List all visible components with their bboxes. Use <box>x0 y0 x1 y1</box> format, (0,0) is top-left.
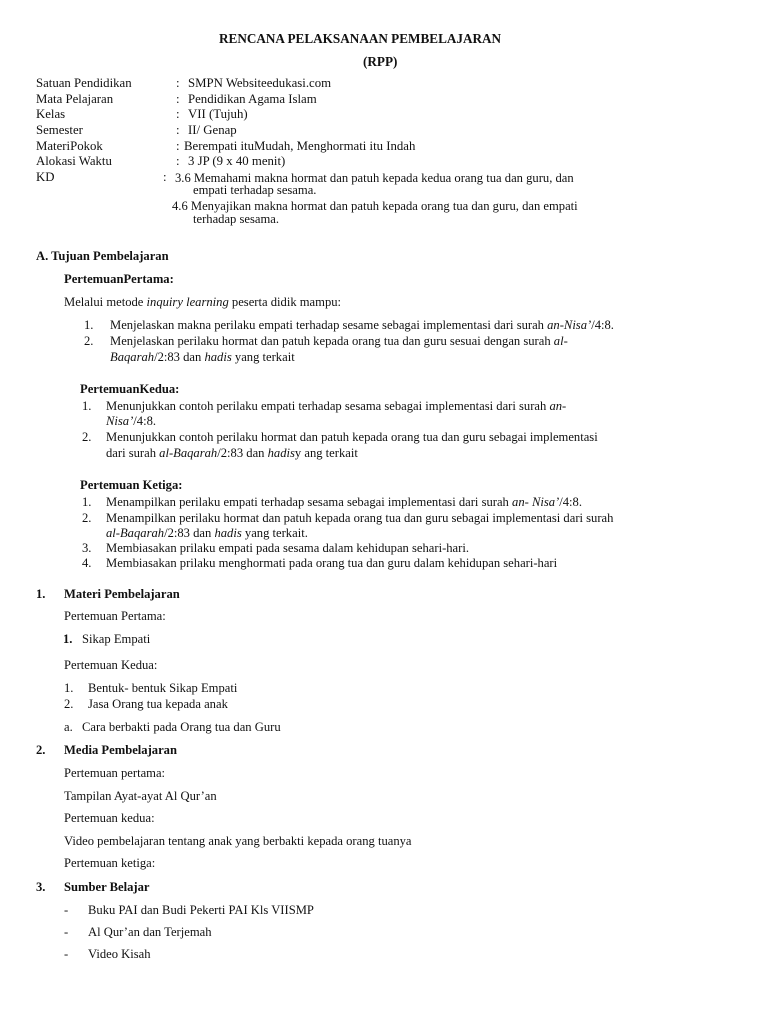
identity-value: SMPN Websiteedukasi.com <box>188 76 332 90</box>
list-dash: - <box>64 925 69 939</box>
list-item: Video Kisah <box>88 947 151 961</box>
list-item: Menampilkan perilaku hormat dan patuh kepada orang tua dan guru sebagai implementasi dari surah <box>106 511 614 525</box>
kd-item-cont: empati terhadap sesama. <box>193 183 317 197</box>
identity-colon: : <box>176 92 180 106</box>
meeting-label: Pertemuan kedua: <box>64 811 155 825</box>
identity-label: Semester <box>36 123 83 137</box>
identity-value: 3 JP (9 x 40 menit) <box>188 154 286 168</box>
kd-item: 4.6 Menyajikan makna hormat dan patuh kepada orang tua dan guru, dan empati <box>172 199 578 213</box>
kd-item: 3.6 Memahami makna hormat dan patuh kepada kedua orang tua dan guru, dan <box>175 171 574 185</box>
identity-colon: : <box>176 139 180 153</box>
list-number: 1. <box>84 318 94 332</box>
list-item-cont: Baqarah/2:83 dan hadis yang terkait <box>110 350 295 364</box>
section-heading-media: Media Pembelajaran <box>64 743 177 757</box>
list-item: Menampilkan perilaku empati terhadap sesama sebagai implementasi dari surah an- Nisa’/4:8. <box>106 495 582 509</box>
identity-label: Alokasi Waktu <box>36 154 112 168</box>
identity-colon: : <box>176 76 180 90</box>
list-item-cont: al-Baqarah/2:83 dan hadis yang terkait. <box>106 526 308 540</box>
list-item: Buku PAI dan Budi Pekerti PAI Kls VIISMP <box>88 903 314 917</box>
identity-value: Pendidikan Agama Islam <box>188 92 317 106</box>
identity-label: Kelas <box>36 107 66 121</box>
meeting-label: Pertemuan ketiga: <box>64 856 156 870</box>
identity-label: MateriPokok <box>36 139 103 153</box>
identity-colon: : <box>176 123 180 137</box>
list-item: Membiasakan prilaku empati pada sesama dalam kehidupan sehari-hari. <box>106 541 469 555</box>
section-heading-tujuan: A. Tujuan Pembelajaran <box>36 249 169 263</box>
list-number: 1. <box>64 681 74 695</box>
identity-value: II/ Genap <box>188 123 237 137</box>
list-number: 3. <box>82 541 92 555</box>
list-number: 2. <box>84 334 94 348</box>
list-item: Membiasakan prilaku menghormati pada orang tua dan guru dalam kehidupan sehari-hari <box>106 556 558 570</box>
list-item: Menjelaskan perilaku hormat dan patuh kepada orang tua dan guru sesuai dengan surah al- <box>110 334 568 348</box>
list-number: 2. <box>82 430 92 444</box>
list-letter: a. <box>64 720 73 734</box>
list-item: Jasa Orang tua kepada anak <box>88 697 228 711</box>
meeting-heading: PertemuanPertama: <box>64 272 174 286</box>
list-item: Cara berbakti pada Orang tua dan Guru <box>82 720 281 734</box>
meeting-label: Pertemuan Kedua: <box>64 658 158 672</box>
identity-label: Mata Pelajaran <box>36 92 114 106</box>
identity-value: VII (Tujuh) <box>188 107 248 121</box>
identity-colon: : <box>176 154 180 168</box>
list-item: Al Qur’an dan Terjemah <box>88 925 212 939</box>
section-number: 3. <box>36 880 46 894</box>
section-heading-sumber: Sumber Belajar <box>64 880 150 894</box>
list-item: Menjelaskan makna perilaku empati terhadap sesame sebagai implementasi dari surah an-Nisa’/4:8. <box>110 318 614 332</box>
list-number: 1. <box>82 495 92 509</box>
section-number: 2. <box>36 743 46 757</box>
section-heading-materi: Materi Pembelajaran <box>64 587 180 601</box>
identity-colon: : <box>176 107 180 121</box>
list-number: 1. <box>82 399 92 413</box>
list-item-cont: dari surah al-Baqarah/2:83 dan hadisy ang terkait <box>106 446 358 460</box>
meeting-heading: PertemuanKedua: <box>80 382 180 396</box>
document-subtitle: (RPP) <box>363 54 398 69</box>
meeting-label: Pertemuan pertama: <box>64 766 166 780</box>
list-item: Menunjukkan contoh perilaku empati terhadap sesama sebagai implementasi dari surah an- <box>106 399 567 413</box>
identity-colon: : <box>163 170 167 184</box>
media-text: Video pembelajaran tentang anak yang berbakti kepada orang tuanya <box>64 834 412 848</box>
document-title: RENCANA PELAKSANAAN PEMBELAJARAN <box>219 31 502 46</box>
identity-label: Satuan Pendidikan <box>36 76 132 90</box>
media-text: Tampilan Ayat-ayat Al Qur’an <box>64 789 217 803</box>
meeting-label: Pertemuan Pertama: <box>64 609 166 623</box>
intro-text: Melalui metode inquiry learning peserta didik mampu: <box>64 295 342 309</box>
section-number: 1. <box>36 587 46 601</box>
kd-label: KD <box>36 170 55 184</box>
list-number: 2. <box>64 697 74 711</box>
meeting-heading: Pertemuan Ketiga: <box>80 478 183 492</box>
list-number: 2. <box>82 511 92 525</box>
list-item: Menunjukkan contoh perilaku hormat dan patuh kepada orang tua dan guru sebagai implementasi <box>106 430 598 444</box>
list-dash: - <box>64 947 69 961</box>
identity-value: Berempati ituMudah, Menghormati itu Indah <box>184 139 416 153</box>
list-item: Bentuk- bentuk Sikap Empati <box>88 681 238 695</box>
list-number: 1. <box>63 632 73 646</box>
list-dash: - <box>64 903 69 917</box>
list-item: Sikap Empati <box>82 632 151 646</box>
list-number: 4. <box>82 556 92 570</box>
list-item-cont: Nisa’/4:8. <box>106 414 157 428</box>
kd-item-cont: terhadap sesama. <box>193 212 280 226</box>
